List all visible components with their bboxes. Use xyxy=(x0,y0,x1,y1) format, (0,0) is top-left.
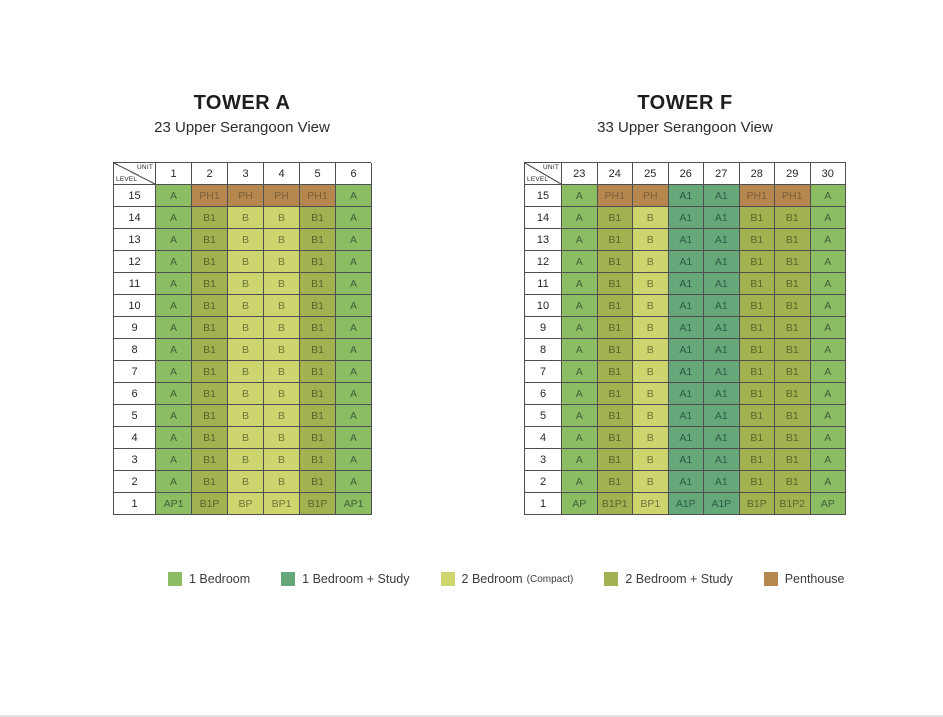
level-label: 10 xyxy=(525,295,562,317)
unit-cell: B1P xyxy=(300,493,336,515)
unit-cell: B1 xyxy=(775,207,811,229)
unit-cell: A1 xyxy=(669,383,705,405)
unit-cell: A1 xyxy=(704,427,740,449)
unit-cell: B1 xyxy=(192,339,228,361)
unit-cell: B xyxy=(228,229,264,251)
unit-cell: B1 xyxy=(192,251,228,273)
unit-column-header: 1 xyxy=(156,163,192,185)
unit-cell: B1 xyxy=(598,449,634,471)
unit-cell: B1 xyxy=(775,449,811,471)
unit-cell: A xyxy=(156,295,192,317)
legend-item xyxy=(281,572,409,586)
unit-cell: B xyxy=(633,471,669,493)
unit-cell: B1 xyxy=(192,427,228,449)
unit-cell: A1 xyxy=(704,229,740,251)
unit-cell: B xyxy=(228,361,264,383)
unit-cell: A xyxy=(811,185,847,207)
unit-cell: A1 xyxy=(669,317,705,339)
unit-cell: A xyxy=(562,361,598,383)
unit-cell: A1 xyxy=(704,361,740,383)
level-label: 12 xyxy=(525,251,562,273)
unit-cell: B1P1 xyxy=(598,493,634,515)
tower-f-subtitle: 33 Upper Serangoon View xyxy=(597,119,773,136)
unit-cell: B xyxy=(264,449,300,471)
unit-cell: A xyxy=(811,471,847,493)
unit-cell: B xyxy=(633,295,669,317)
unit-cell: A xyxy=(562,185,598,207)
unit-cell: A xyxy=(336,449,372,471)
unit-cell: A xyxy=(336,427,372,449)
unit-cell: A1 xyxy=(704,339,740,361)
legend-swatch-br2c xyxy=(441,572,455,586)
unit-cell: B1 xyxy=(775,361,811,383)
level-label: 11 xyxy=(114,273,156,295)
level-label: 12 xyxy=(114,251,156,273)
unit-cell: B1 xyxy=(192,383,228,405)
unit-cell: B1 xyxy=(598,339,634,361)
unit-cell: A1 xyxy=(704,295,740,317)
unit-cell: B1 xyxy=(775,295,811,317)
unit-cell: B1 xyxy=(598,207,634,229)
unit-cell: B1 xyxy=(740,229,776,251)
unit-cell: A xyxy=(156,273,192,295)
unit-cell: B1 xyxy=(775,405,811,427)
level-label: 5 xyxy=(525,405,562,427)
unit-cell: A1 xyxy=(704,251,740,273)
unit-cell: B1 xyxy=(775,317,811,339)
unit-cell: A xyxy=(562,405,598,427)
unit-cell: B1 xyxy=(300,207,336,229)
unit-cell: A xyxy=(336,207,372,229)
unit-cell: B xyxy=(633,273,669,295)
unit-cell: B xyxy=(228,295,264,317)
unit-cell: A xyxy=(156,229,192,251)
unit-cell: A xyxy=(562,207,598,229)
unit-cell: B1 xyxy=(598,273,634,295)
unit-cell: A xyxy=(336,471,372,493)
unit-level-corner-cell xyxy=(114,163,156,185)
level-label: 8 xyxy=(525,339,562,361)
unit-cell: A xyxy=(811,361,847,383)
unit-cell: A xyxy=(156,207,192,229)
unit-cell: A xyxy=(336,273,372,295)
level-label: 14 xyxy=(525,207,562,229)
unit-cell: PH xyxy=(228,185,264,207)
unit-cell: B1 xyxy=(300,405,336,427)
unit-cell: AP xyxy=(562,493,598,515)
unit-cell: B xyxy=(264,427,300,449)
unit-cell: A1 xyxy=(669,207,705,229)
unit-cell: B1 xyxy=(192,295,228,317)
legend-swatch-br1s xyxy=(281,572,295,586)
tower-f-title: TOWER F xyxy=(637,92,733,114)
unit-cell: B1 xyxy=(740,251,776,273)
unit-cell: A xyxy=(562,339,598,361)
level-label: 4 xyxy=(114,427,156,449)
level-label: 6 xyxy=(525,383,562,405)
unit-cell: B1 xyxy=(740,295,776,317)
unit-cell: A xyxy=(336,295,372,317)
unit-cell: B xyxy=(264,317,300,339)
unit-column-header: 27 xyxy=(704,163,740,185)
corner-unit-label: UNIT xyxy=(137,164,153,171)
unit-cell: B xyxy=(228,251,264,273)
legend-swatch-ph xyxy=(764,572,778,586)
unit-cell: B1P xyxy=(192,493,228,515)
unit-cell: PH1 xyxy=(740,185,776,207)
unit-cell: A1 xyxy=(669,273,705,295)
unit-column-header: 6 xyxy=(336,163,372,185)
level-label: 4 xyxy=(525,427,562,449)
unit-cell: B xyxy=(264,229,300,251)
unit-column-header: 30 xyxy=(811,163,847,185)
legend xyxy=(168,569,845,589)
unit-cell: B xyxy=(633,383,669,405)
level-label: 7 xyxy=(114,361,156,383)
unit-cell: A xyxy=(562,427,598,449)
unit-cell: AP xyxy=(811,493,847,515)
unit-cell: A xyxy=(562,273,598,295)
unit-cell: PH xyxy=(264,185,300,207)
unit-cell: A xyxy=(336,229,372,251)
unit-cell: B1 xyxy=(300,361,336,383)
unit-cell: PH1 xyxy=(300,185,336,207)
unit-cell: A xyxy=(156,383,192,405)
unit-cell: B1 xyxy=(740,317,776,339)
level-label: 2 xyxy=(525,471,562,493)
unit-cell: PH1 xyxy=(192,185,228,207)
unit-cell: B1 xyxy=(192,317,228,339)
unit-cell: B1 xyxy=(598,317,634,339)
unit-cell: B1 xyxy=(192,361,228,383)
unit-cell: B1 xyxy=(775,251,811,273)
unit-cell: A xyxy=(156,471,192,493)
unit-cell: B1P xyxy=(740,493,776,515)
unit-cell: B1 xyxy=(740,405,776,427)
unit-cell: B1 xyxy=(598,229,634,251)
unit-cell: A xyxy=(336,383,372,405)
unit-cell: B1 xyxy=(300,383,336,405)
unit-cell: B1 xyxy=(598,295,634,317)
unit-cell: BP xyxy=(228,493,264,515)
unit-cell: B xyxy=(633,229,669,251)
unit-cell: A xyxy=(156,427,192,449)
unit-cell: B1 xyxy=(598,427,634,449)
level-label: 13 xyxy=(525,229,562,251)
unit-cell: A1 xyxy=(704,383,740,405)
unit-cell: A xyxy=(336,185,372,207)
corner-level-label: LEVEL xyxy=(116,176,138,183)
unit-cell: B1 xyxy=(300,273,336,295)
level-label: 1 xyxy=(114,493,156,515)
unit-cell: B1 xyxy=(775,273,811,295)
unit-cell: AP1 xyxy=(336,493,372,515)
unit-column-header: 25 xyxy=(633,163,669,185)
legend-label: Penthouse xyxy=(784,572,845,586)
unit-cell: A xyxy=(336,361,372,383)
unit-cell: B1 xyxy=(775,339,811,361)
unit-cell: A xyxy=(336,317,372,339)
unit-cell: B xyxy=(264,251,300,273)
unit-cell: A xyxy=(562,449,598,471)
unit-cell: A xyxy=(562,471,598,493)
unit-cell: A1 xyxy=(704,449,740,471)
unit-cell: B xyxy=(264,273,300,295)
unit-cell: A1P xyxy=(704,493,740,515)
unit-column-header: 5 xyxy=(300,163,336,185)
unit-cell: B xyxy=(264,383,300,405)
level-label: 1 xyxy=(525,493,562,515)
unit-cell: A xyxy=(811,405,847,427)
unit-cell: A1P xyxy=(669,493,705,515)
unit-cell: B1 xyxy=(300,229,336,251)
unit-cell: B xyxy=(228,449,264,471)
unit-cell: A xyxy=(562,251,598,273)
legend-label: 1 Bedroom + Study xyxy=(302,572,410,586)
unit-column-header: 2 xyxy=(192,163,228,185)
unit-cell: BP1 xyxy=(633,493,669,515)
unit-cell: A xyxy=(811,449,847,471)
unit-cell: A xyxy=(811,229,847,251)
level-label: 6 xyxy=(114,383,156,405)
unit-cell: A xyxy=(336,405,372,427)
unit-cell: B xyxy=(228,405,264,427)
unit-cell: A xyxy=(811,251,847,273)
unit-cell: B1 xyxy=(740,361,776,383)
unit-cell: A xyxy=(811,273,847,295)
unit-cell: B xyxy=(264,207,300,229)
unit-cell: A xyxy=(811,317,847,339)
unit-cell: B1 xyxy=(192,207,228,229)
unit-cell: B1 xyxy=(300,339,336,361)
unit-cell: B1 xyxy=(598,383,634,405)
unit-cell: B xyxy=(228,427,264,449)
tower-a-title: TOWER A xyxy=(193,92,291,114)
unit-cell: B1 xyxy=(300,295,336,317)
unit-cell: B1 xyxy=(300,317,336,339)
unit-cell: B1 xyxy=(775,383,811,405)
unit-column-header: 28 xyxy=(740,163,776,185)
unit-cell: A xyxy=(156,361,192,383)
unit-cell: B1 xyxy=(598,405,634,427)
unit-column-header: 29 xyxy=(775,163,811,185)
unit-cell: A1 xyxy=(669,229,705,251)
unit-cell: A1 xyxy=(669,251,705,273)
unit-cell: A1 xyxy=(669,185,705,207)
unit-column-header: 4 xyxy=(264,163,300,185)
level-label: 7 xyxy=(525,361,562,383)
unit-cell: A xyxy=(156,339,192,361)
unit-cell: B1 xyxy=(192,449,228,471)
legend-label: 1 Bedroom xyxy=(189,572,251,586)
unit-cell: A xyxy=(336,251,372,273)
unit-cell: A1 xyxy=(704,273,740,295)
unit-cell: B1 xyxy=(775,229,811,251)
unit-cell: B xyxy=(264,339,300,361)
unit-cell: PH1 xyxy=(598,185,634,207)
level-label: 11 xyxy=(525,273,562,295)
unit-cell: B xyxy=(264,471,300,493)
unit-cell: A1 xyxy=(704,471,740,493)
unit-cell: A1 xyxy=(669,471,705,493)
unit-cell: B xyxy=(228,339,264,361)
unit-cell: B1P2 xyxy=(775,493,811,515)
unit-cell: BP1 xyxy=(264,493,300,515)
tower-a-stack-table xyxy=(113,162,371,515)
level-label: 15 xyxy=(525,185,562,207)
unit-cell: B1 xyxy=(740,339,776,361)
unit-cell: B1 xyxy=(740,471,776,493)
legend-swatch-br1 xyxy=(168,572,182,586)
unit-cell: B xyxy=(633,317,669,339)
unit-cell: A xyxy=(811,383,847,405)
unit-cell: B1 xyxy=(740,273,776,295)
unit-cell: B xyxy=(264,361,300,383)
unit-cell: B1 xyxy=(740,207,776,229)
level-label: 3 xyxy=(114,449,156,471)
unit-cell: A xyxy=(156,251,192,273)
unit-cell: B1 xyxy=(192,273,228,295)
unit-cell: B1 xyxy=(192,405,228,427)
level-label: 15 xyxy=(114,185,156,207)
unit-cell: B1 xyxy=(192,229,228,251)
legend-note: (Compact) xyxy=(526,573,574,585)
unit-cell: B1 xyxy=(300,251,336,273)
level-label: 5 xyxy=(114,405,156,427)
unit-cell: B xyxy=(633,207,669,229)
tower-a-subtitle: 23 Upper Serangoon View xyxy=(154,119,330,136)
unit-cell: B xyxy=(228,383,264,405)
level-label: 14 xyxy=(114,207,156,229)
level-label: 9 xyxy=(525,317,562,339)
unit-column-header: 26 xyxy=(669,163,705,185)
unit-cell: B1 xyxy=(775,471,811,493)
unit-cell: A1 xyxy=(704,405,740,427)
unit-cell: B xyxy=(264,295,300,317)
level-label: 13 xyxy=(114,229,156,251)
legend-item xyxy=(168,572,250,586)
unit-cell: A xyxy=(156,405,192,427)
unit-cell: B1 xyxy=(598,361,634,383)
unit-cell: B1 xyxy=(740,383,776,405)
unit-cell: A1 xyxy=(669,361,705,383)
unit-cell: PH xyxy=(633,185,669,207)
unit-cell: A1 xyxy=(669,339,705,361)
unit-cell: B xyxy=(633,405,669,427)
unit-cell: A xyxy=(156,449,192,471)
unit-cell: A xyxy=(156,317,192,339)
unit-cell: A xyxy=(562,383,598,405)
unit-cell: B1 xyxy=(192,471,228,493)
unit-cell: A xyxy=(811,339,847,361)
level-label: 9 xyxy=(114,317,156,339)
unit-cell: B xyxy=(228,317,264,339)
unit-cell: A xyxy=(562,295,598,317)
unit-cell: B xyxy=(633,361,669,383)
unit-cell: A1 xyxy=(669,405,705,427)
unit-column-header: 3 xyxy=(228,163,264,185)
unit-cell: A xyxy=(562,229,598,251)
unit-cell: B xyxy=(228,273,264,295)
unit-cell: A xyxy=(811,427,847,449)
legend-item xyxy=(764,572,845,586)
unit-cell: B xyxy=(633,427,669,449)
legend-label: 2 Bedroom + Study xyxy=(625,572,733,586)
unit-cell: B xyxy=(228,207,264,229)
unit-cell: AP1 xyxy=(156,493,192,515)
unit-cell: A1 xyxy=(669,449,705,471)
unit-cell: B1 xyxy=(300,427,336,449)
tower-f-stack-table xyxy=(524,162,846,515)
unit-cell: A1 xyxy=(669,427,705,449)
unit-cell: PH1 xyxy=(775,185,811,207)
unit-cell: A xyxy=(562,317,598,339)
unit-cell: B1 xyxy=(598,471,634,493)
unit-cell: B1 xyxy=(300,449,336,471)
unit-column-header: 24 xyxy=(598,163,634,185)
unit-cell: B1 xyxy=(775,427,811,449)
legend-swatch-br2s xyxy=(604,572,618,586)
unit-cell: B1 xyxy=(598,251,634,273)
level-label: 10 xyxy=(114,295,156,317)
unit-column-header: 23 xyxy=(562,163,598,185)
unit-cell: A xyxy=(336,339,372,361)
unit-cell: B xyxy=(633,251,669,273)
legend-item xyxy=(441,572,574,586)
unit-cell: B1 xyxy=(300,471,336,493)
unit-cell: B xyxy=(633,339,669,361)
unit-cell: B1 xyxy=(740,427,776,449)
unit-cell: A1 xyxy=(669,295,705,317)
unit-cell: A1 xyxy=(704,185,740,207)
tower-a-section xyxy=(113,92,371,515)
unit-cell: B xyxy=(633,449,669,471)
level-label: 8 xyxy=(114,339,156,361)
legend-item xyxy=(604,572,732,586)
legend-label: 2 Bedroom xyxy=(461,572,523,586)
unit-cell: B1 xyxy=(740,449,776,471)
unit-cell: B xyxy=(264,405,300,427)
unit-cell: A xyxy=(811,295,847,317)
level-label: 3 xyxy=(525,449,562,471)
unit-level-corner-cell xyxy=(525,163,562,185)
unit-cell: A1 xyxy=(704,317,740,339)
corner-level-label: LEVEL xyxy=(527,176,549,183)
unit-cell: A1 xyxy=(704,207,740,229)
level-label: 2 xyxy=(114,471,156,493)
unit-cell: A xyxy=(156,185,192,207)
tower-f-section xyxy=(524,92,846,515)
unit-cell: A xyxy=(811,207,847,229)
corner-unit-label: UNIT xyxy=(543,164,559,171)
unit-cell: B xyxy=(228,471,264,493)
